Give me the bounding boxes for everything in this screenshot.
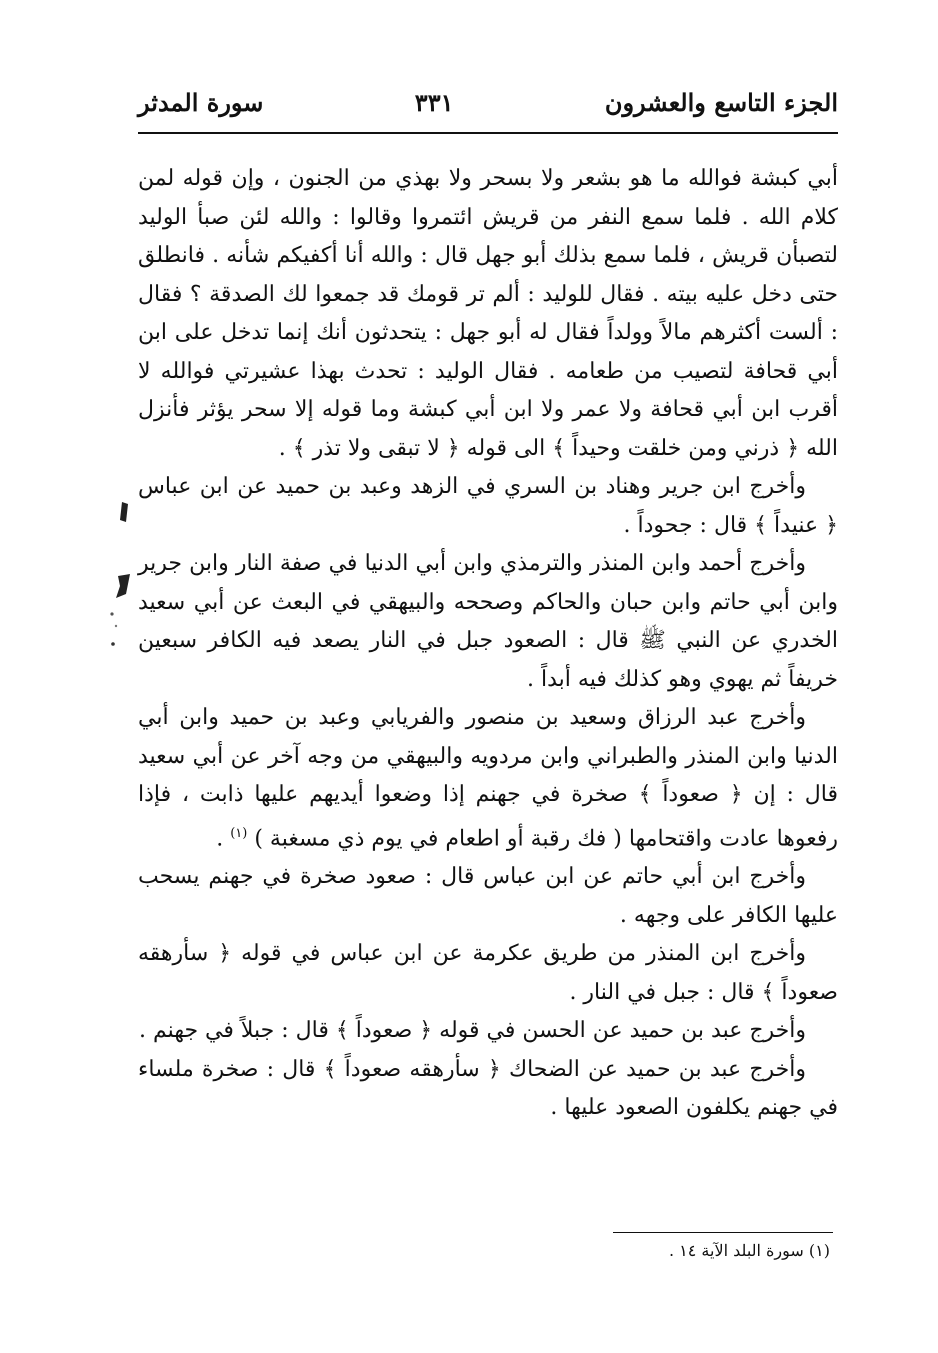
- paragraph: أبي كبشة فوالله ما هو بشعر ولا بسحر ولا بهذي من الجنون ، وإن قوله لمن كلام الله . فلما سمع النفر من قريش ائتمروا وقالوا : والله لئن صبأ الوليد لتصبأن قريش ، فلما سمع بذلك أبو جهل قال : والله أنا أكفيكم شأنه . فانطلق حتى دخل عليه بيته . فقال للوليد : ألم تر قومك قد جمعوا لك الصدقة ؟ فقال : ألست أكثرهم مالاً وولداً فقال له أبو جهل : يتحدثون أنك إنما تدخل على ابن أبي قحافة لتصيب من طعامه . فقال الوليد : تحدث بهذا عشيرتي فوالله لا أقرب ابن أبي قحافة ولا عمر ولا ابن أبي كبشة وما قوله إلا سحر يؤثر فأنزل الله ﴿ ذرني ومن خلقت وحيداً ﴾ الى قوله ﴿ لا تبقى ولا تذر ﴾ .: [138, 166, 838, 461]
- surah-title: سورة المدثر: [138, 87, 264, 117]
- footnote-rule: [613, 1232, 833, 1233]
- paragraph: وأخرج أحمد وابن المنذر والترمذي وابن أبي الدنيا في صفة النار وابن جرير وابن أبي حاتم وابن حبان والحاكم وصححه والبيهقي في البعث عن أبي سعيد الخدري عن النبي ﷺ قال : الصعود جبل في النار يصعد فيه الكافر سبعين خريفاً ثم يهوي وهو كذلك فيه أبداً .: [138, 551, 838, 692]
- paragraph: وأخرج عبد بن حميد عن الضحاك ﴿ سأرهقه صعوداً ﴾ قال : صخرة ملساء في جهنم يكلفون الصعود عليها .: [138, 1056, 838, 1121]
- footnote: (١) سورة البلد الآية ١٤ .: [668, 1241, 830, 1260]
- margin-ink-marks: [104, 494, 134, 674]
- paragraph: وأخرج ابن جرير وهناد بن السري في الزهد وعبد بن حميد عن ابن عباس ﴿ عنيداً ﴾ قال : جحوداً .: [138, 474, 838, 538]
- page-body: [138, 160, 838, 1128]
- paragraph: وأخرج ابن أبي حاتم عن ابن عباس قال : صعود صخرة في جهنم يسحب عليها الكافر على وجهه .: [138, 864, 838, 928]
- paragraph: [138, 699, 838, 858]
- paragraph-text: وأخرج عبد الرزاق وسعيد بن منصور والفريابي وعبد بن حميد وابن أبي الدنيا وابن المنذر والطبراني وابن مردويه والبيهقي من وجه آخر عن أبي سعيد قال : إن ﴿ صعوداً ﴾ صخرة في جهنم إذا وضعوا أيديهم عليها ذابت ، فإذا رفعوها عادت واقتحامها ( فك رقبة أو اطعام في يوم ذي مسغبة ): [138, 705, 838, 851]
- footnote-ref: (١): [230, 825, 248, 841]
- header-rule: [138, 132, 838, 134]
- paragraph: وأخرج ابن المنذر من طريق عكرمة عن ابن عباس في قوله ﴿ سأرهقه صعوداً ﴾ قال : جبل في النار .: [138, 941, 838, 1005]
- page-number: ٣٣١: [414, 87, 454, 117]
- running-header: [138, 80, 838, 124]
- paragraph: وأخرج عبد بن حميد عن الحسن في قوله ﴿ صعوداً ﴾ قال : جبلاً في جهنم .: [139, 1018, 806, 1044]
- juz-title: الجزء التاسع والعشرون: [604, 87, 838, 117]
- paragraph-end: .: [216, 825, 231, 851]
